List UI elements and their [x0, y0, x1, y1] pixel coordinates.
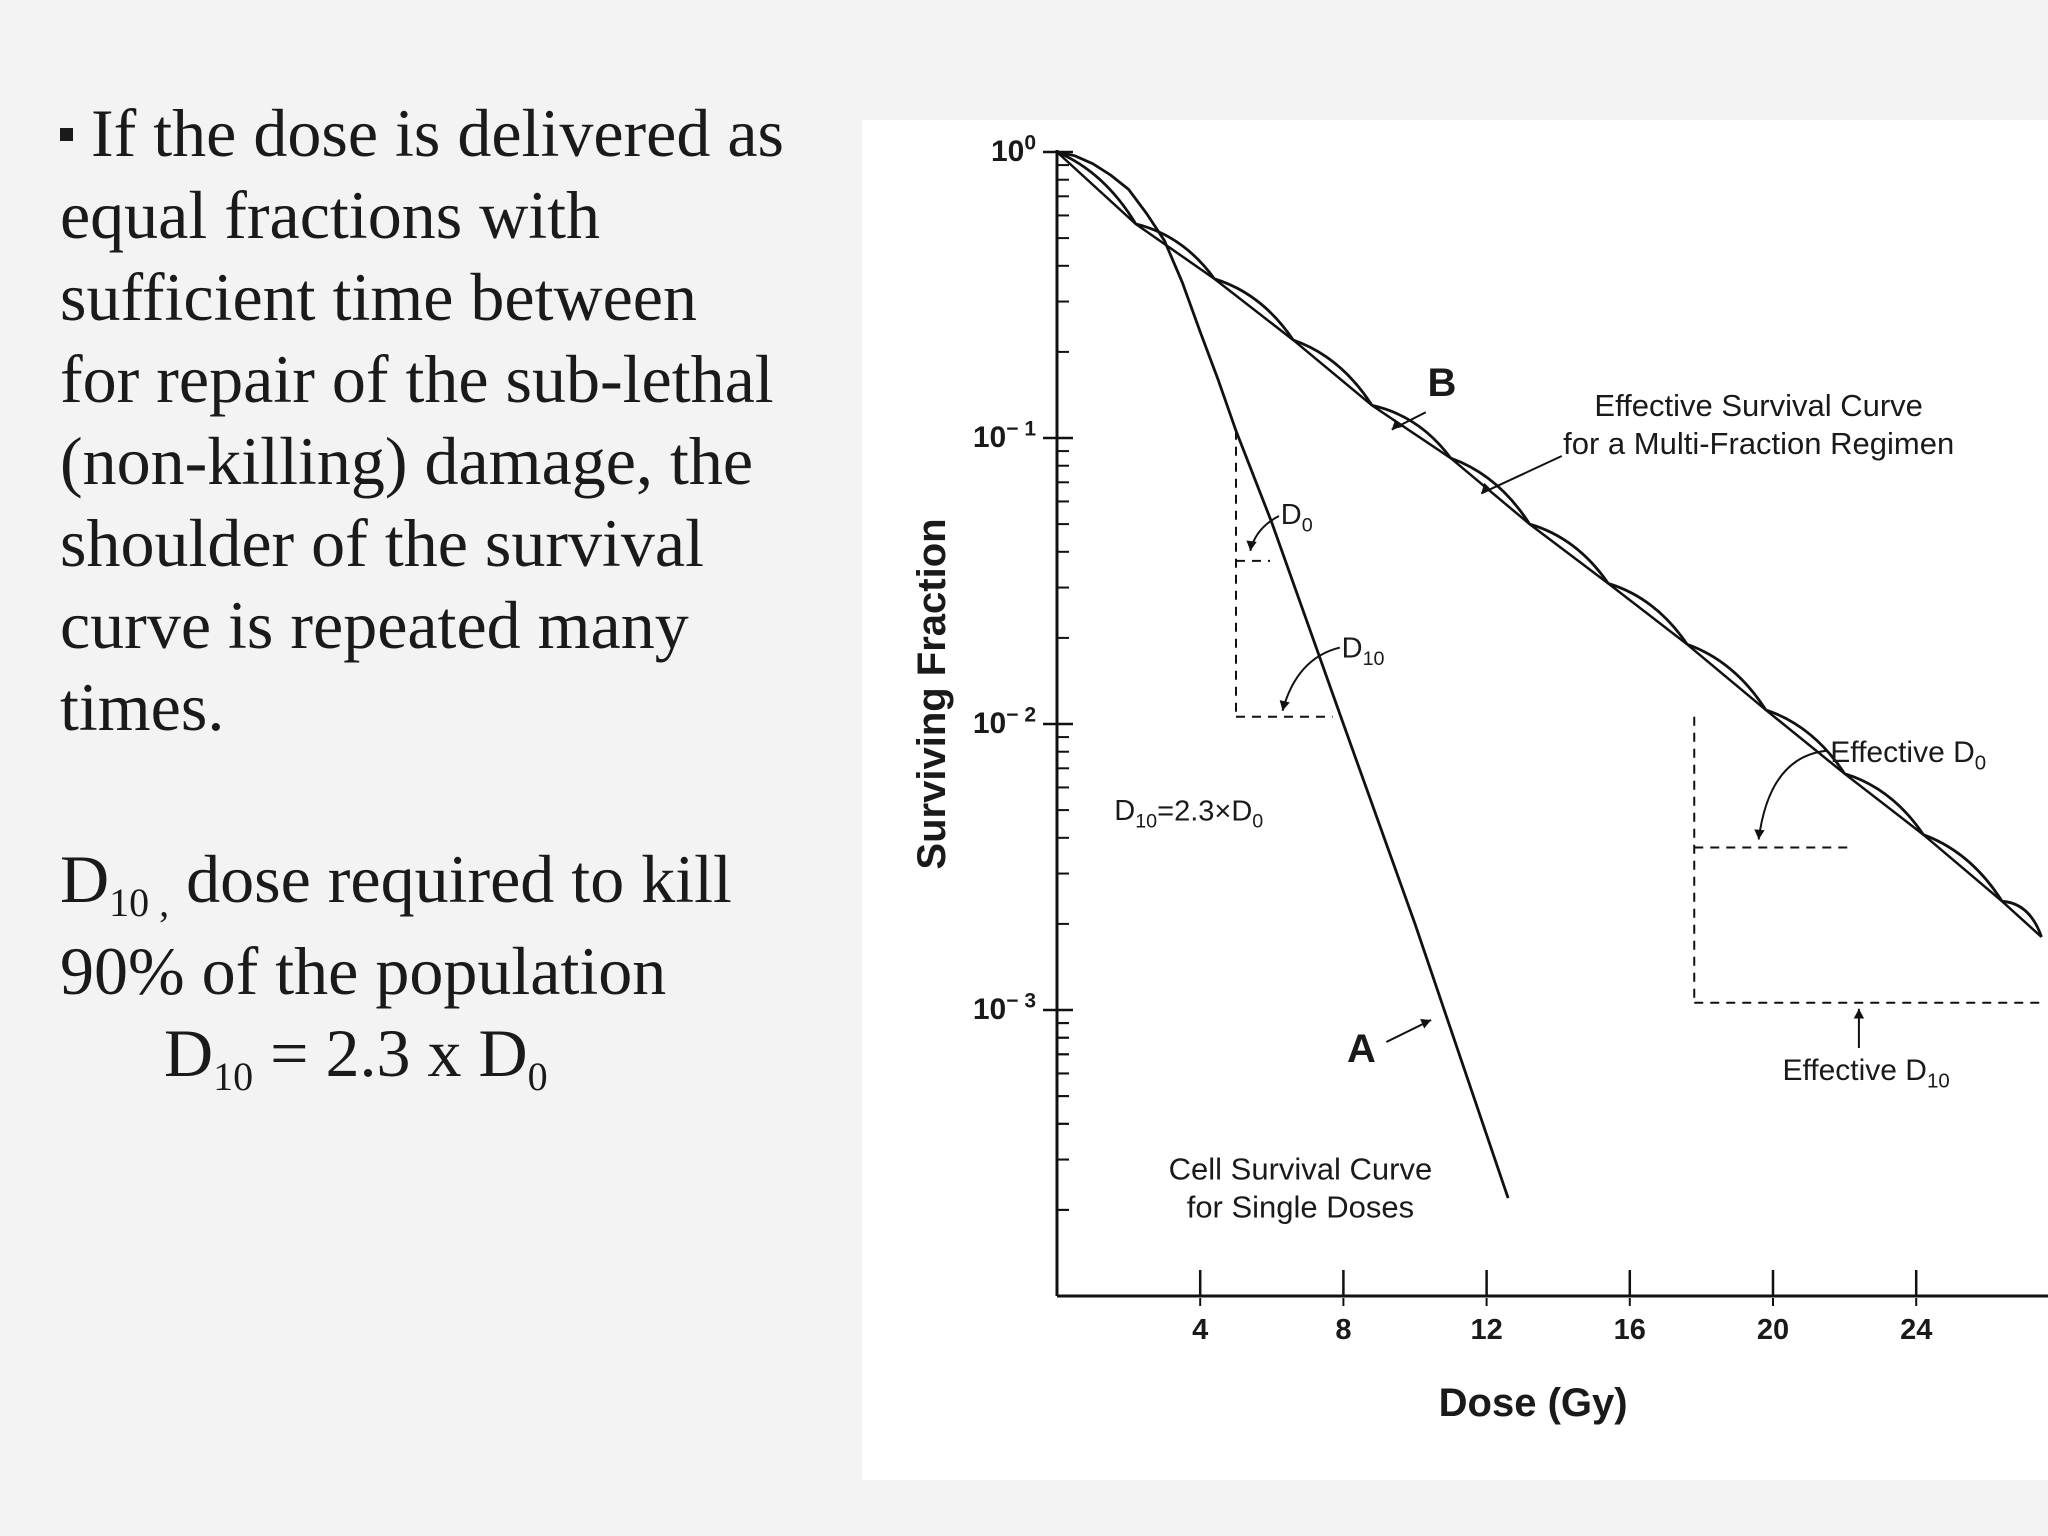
- curve-a-label: [1347, 1027, 1376, 1071]
- bullet-line: If the dose is delivered as: [91, 95, 784, 171]
- y-axis-label: [910, 518, 954, 869]
- y-tick-label-part: 10: [972, 707, 1007, 740]
- effective-curve-label-2-part: for a Multi-Fraction Regimen: [1563, 426, 1955, 461]
- bullet-paragraph: [60, 92, 860, 748]
- x-axis-label-part: Dose (Gy): [1438, 1381, 1628, 1425]
- x-tick-label: [1900, 1314, 1932, 1346]
- formula-d: D: [164, 1015, 214, 1091]
- curves: [1057, 152, 2042, 1198]
- y-tick-label-part: − 2: [1006, 703, 1036, 727]
- bullet-line: shoulder of the survival: [60, 505, 704, 581]
- bullet-line: times.: [60, 669, 225, 745]
- square-bullet-icon: [60, 128, 73, 141]
- x-tick-label-part: 12: [1470, 1314, 1503, 1346]
- x-tick-label-part: 16: [1613, 1314, 1646, 1346]
- x-tick-label: [1757, 1314, 1789, 1346]
- effective-curve-label-1-part: Effective Survival Curve: [1594, 388, 1923, 423]
- relation-label: [1114, 795, 1263, 833]
- single-dose-caption-1-part: Cell Survival Curve: [1168, 1151, 1433, 1187]
- y-tick-label: [991, 132, 1036, 168]
- y-tick-label: [973, 990, 1036, 1026]
- y-tick-label-part: − 3: [1006, 989, 1036, 1013]
- y-tick-label: [973, 704, 1036, 740]
- relation-label-part: =2.3×D: [1157, 795, 1253, 828]
- effective-d0-arrow: [1759, 751, 1827, 840]
- chart-panel: [862, 120, 2048, 1480]
- y-tick-label-part: 10: [972, 421, 1007, 454]
- d10-label: [1342, 633, 1385, 670]
- x-tick-label: [1192, 1314, 1208, 1346]
- curve-a-label-part: A: [1346, 1027, 1376, 1071]
- d10-label-part: D: [1341, 632, 1363, 665]
- ticks: [973, 132, 1932, 1346]
- d0-label-part: 0: [1301, 514, 1313, 537]
- effective-d0-label: [1830, 736, 1986, 775]
- effective-curve-label-2: [1563, 426, 1954, 461]
- x-tick-label-part: 24: [1900, 1314, 1933, 1346]
- definition-line: [60, 838, 880, 930]
- d0-label: [1281, 499, 1313, 536]
- bullet-line: sufficient time between: [60, 259, 697, 335]
- bullet-line: curve is repeated many: [60, 587, 689, 663]
- curve-a-single-dose: [1057, 152, 1508, 1198]
- def-text: dose required to kill: [169, 841, 732, 917]
- x-tick-label: [1335, 1314, 1351, 1346]
- effective-d10-label: [1782, 1054, 1949, 1093]
- survival-chart: [862, 120, 2048, 1480]
- x-tick-label: [1470, 1314, 1502, 1346]
- relation-label-part: D: [1114, 795, 1136, 828]
- effective-d10-arrowhead: [1854, 1009, 1864, 1019]
- x-tick-label-part: 8: [1335, 1314, 1352, 1346]
- bullet-line: equal fractions with: [60, 177, 601, 253]
- effective-d0-label-part: Effective D: [1830, 735, 1975, 769]
- effective-curve-arrow: [1481, 456, 1562, 493]
- definition-block: [60, 838, 880, 1104]
- y-tick-label: [973, 418, 1036, 454]
- single-dose-caption-2: [1187, 1189, 1414, 1224]
- y-tick-label-part: 10: [972, 993, 1007, 1026]
- annotations: [910, 361, 1986, 1425]
- definition-line-2: 90% of the population: [60, 933, 667, 1009]
- formula: [60, 1012, 880, 1104]
- d10-label-part: 10: [1362, 647, 1385, 670]
- effective-d0-arrowhead: [1754, 829, 1764, 839]
- y-tick-label-part: 10: [990, 135, 1025, 168]
- d0-label-part: D: [1280, 499, 1302, 531]
- single-dose-caption-2-part: for Single Doses: [1186, 1189, 1415, 1225]
- slide-text: [60, 92, 860, 748]
- curve-b-label-part: B: [1427, 361, 1457, 406]
- effective-d10-label-part: 10: [1926, 1070, 1950, 1093]
- y-axis-label-part: Surviving Fraction: [910, 518, 954, 870]
- relation-label-part: 0: [1252, 810, 1264, 833]
- relation-label-part: 10: [1135, 810, 1158, 833]
- formula-subscript: 10: [213, 1054, 254, 1099]
- x-tick-label-part: 20: [1756, 1314, 1790, 1346]
- effective-d10-label-part: Effective D: [1782, 1054, 1927, 1087]
- d10-arrow: [1283, 648, 1340, 711]
- axes: [1057, 150, 2048, 1296]
- single-dose-caption-1: [1169, 1151, 1433, 1186]
- x-axis-label: [1439, 1381, 1628, 1425]
- def-symbol: D: [60, 841, 110, 917]
- bullet-line: for repair of the sub-lethal: [60, 341, 774, 417]
- def-subscript: 10 ,: [109, 880, 170, 925]
- effective-curve-label-1: [1594, 388, 1923, 423]
- formula-middle: = 2.3 x D: [253, 1015, 528, 1091]
- y-tick-label-part: 0: [1024, 131, 1036, 155]
- guide-lines: [1236, 431, 2042, 1003]
- formula-subscript-2: 0: [527, 1054, 548, 1099]
- effective-d0-label-part: 0: [1974, 752, 1987, 775]
- curve-b-label: [1428, 361, 1457, 405]
- x-tick-label: [1614, 1314, 1646, 1346]
- d10-arrowhead: [1280, 700, 1290, 711]
- y-tick-label-part: − 1: [1006, 417, 1036, 441]
- x-tick-label-part: 4: [1192, 1314, 1209, 1346]
- bullet-line: (non-killing) damage, the: [60, 423, 754, 499]
